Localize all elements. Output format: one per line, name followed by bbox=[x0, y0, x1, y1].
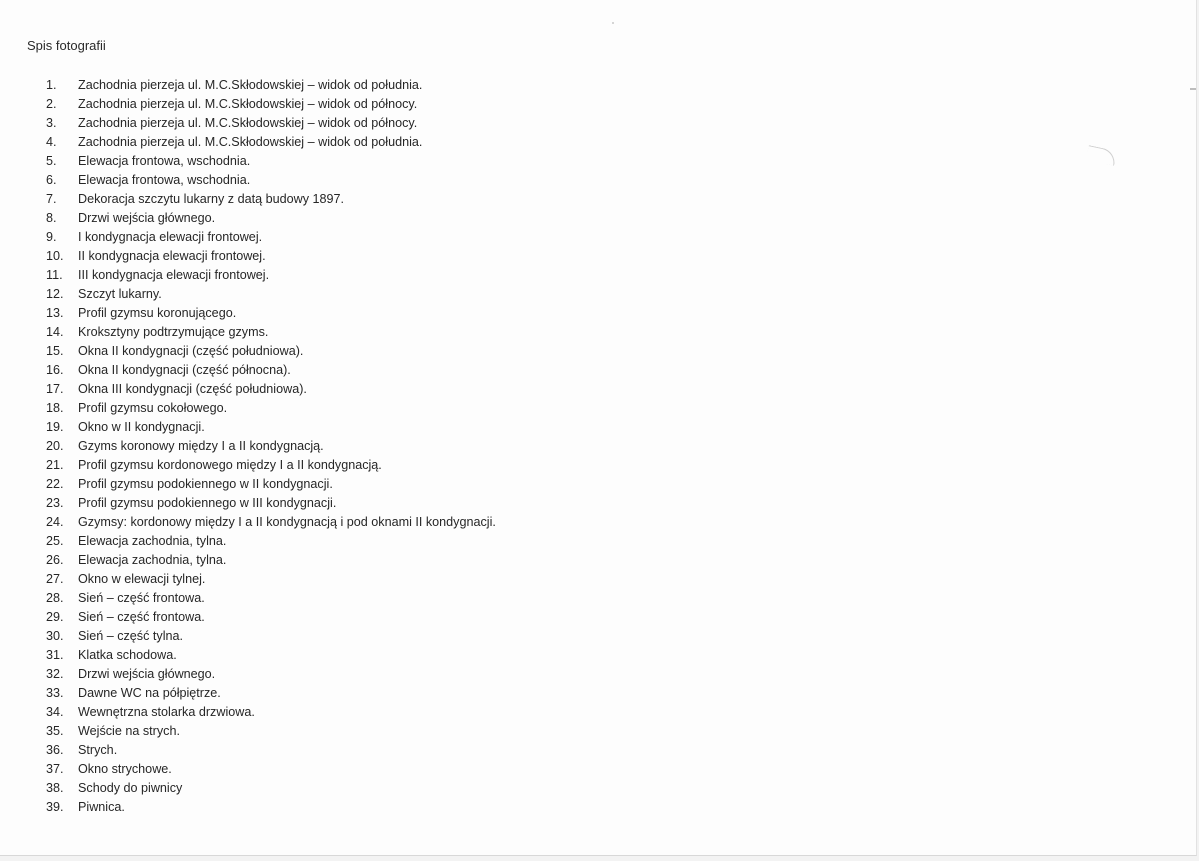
list-item bbox=[46, 114, 496, 133]
list-item bbox=[46, 152, 496, 171]
list-item bbox=[46, 741, 496, 760]
list-item-text: Wejście na strych. bbox=[78, 724, 180, 738]
list-item-text: Gzyms koronowy między I a II kondygnacją. bbox=[78, 439, 324, 453]
list-item-text: Dawne WC na półpiętrze. bbox=[78, 686, 221, 700]
list-item bbox=[46, 95, 496, 114]
list-item-text: II kondygnacja elewacji frontowej. bbox=[78, 249, 266, 263]
list-item-text: Drzwi wejścia głównego. bbox=[78, 211, 216, 225]
list-item-text: Zachodnia pierzeja ul. M.C.Skłodowskiej – widok od północy. bbox=[78, 97, 418, 111]
list-item-text: Okna II kondygnacji (część północna). bbox=[78, 363, 291, 377]
list-item bbox=[46, 760, 496, 779]
list-item bbox=[46, 608, 496, 627]
list-item-number: 22. bbox=[46, 477, 64, 491]
list-item-text: Okno w II kondygnacji. bbox=[78, 420, 205, 434]
photo-list bbox=[46, 76, 496, 817]
list-item bbox=[46, 247, 496, 266]
list-item-number: 12. bbox=[46, 287, 64, 301]
list-item-number: 29. bbox=[46, 610, 64, 624]
list-item-text: I kondygnacja elewacji frontowej. bbox=[78, 230, 263, 244]
list-item-number: 31. bbox=[46, 648, 64, 662]
list-item-text: Gzymsy: kordonowy między I a II kondygnacją i pod oknami II kondygnacji. bbox=[78, 515, 496, 529]
list-item-text: Strych. bbox=[78, 743, 118, 757]
list-item-number: 2. bbox=[46, 97, 57, 111]
list-item-number: 5. bbox=[46, 154, 57, 168]
list-item-number: 11. bbox=[46, 268, 63, 282]
list-item-number: 33. bbox=[46, 686, 64, 700]
list-item-text: Wewnętrzna stolarka drzwiowa. bbox=[78, 705, 255, 719]
document-title: Spis fotografii bbox=[27, 38, 106, 53]
list-item-number: 15. bbox=[46, 344, 64, 358]
list-item bbox=[46, 798, 496, 817]
list-item-text: Piwnica. bbox=[78, 800, 125, 814]
list-item-text: Profil gzymsu podokiennego w III kondygnacji. bbox=[78, 496, 337, 510]
list-item bbox=[46, 665, 496, 684]
list-item-text: Elewacja frontowa, wschodnia. bbox=[78, 173, 251, 187]
list-item bbox=[46, 304, 496, 323]
list-item-number: 10. bbox=[46, 249, 64, 263]
list-item-number: 25. bbox=[46, 534, 64, 548]
list-item bbox=[46, 513, 496, 532]
list-item-number: 18. bbox=[46, 401, 64, 415]
list-item bbox=[46, 589, 496, 608]
list-item-number: 8. bbox=[46, 211, 57, 225]
list-item-number: 6. bbox=[46, 173, 57, 187]
list-item-text: Okno w elewacji tylnej. bbox=[78, 572, 206, 586]
list-item-number: 27. bbox=[46, 572, 64, 586]
list-item bbox=[46, 342, 496, 361]
scan-speck bbox=[612, 22, 614, 24]
list-item bbox=[46, 646, 496, 665]
list-item-text: Profil gzymsu koronującego. bbox=[78, 306, 237, 320]
list-item-text: Drzwi wejścia głównego. bbox=[78, 667, 216, 681]
list-item bbox=[46, 532, 496, 551]
list-item bbox=[46, 779, 496, 798]
list-item bbox=[46, 209, 496, 228]
list-item-number: 35. bbox=[46, 724, 64, 738]
list-item-number: 7. bbox=[46, 192, 57, 206]
list-item bbox=[46, 551, 496, 570]
list-item bbox=[46, 437, 496, 456]
list-item-text: Elewacja frontowa, wschodnia. bbox=[78, 154, 251, 168]
list-item-number: 26. bbox=[46, 553, 64, 567]
list-item-text: III kondygnacja elewacji frontowej. bbox=[78, 268, 270, 282]
list-item bbox=[46, 722, 496, 741]
list-item bbox=[46, 190, 496, 209]
list-item bbox=[46, 323, 496, 342]
list-item-number: 16. bbox=[46, 363, 64, 377]
list-item-text: Zachodnia pierzeja ul. M.C.Skłodowskiej – widok od południa. bbox=[78, 135, 423, 149]
list-item bbox=[46, 494, 496, 513]
list-item bbox=[46, 684, 496, 703]
list-item-number: 20. bbox=[46, 439, 64, 453]
scan-edge-tick bbox=[1190, 88, 1196, 90]
list-item-number: 30. bbox=[46, 629, 64, 643]
list-item-number: 38. bbox=[46, 781, 64, 795]
list-item-number: 39. bbox=[46, 800, 64, 814]
list-item-number: 13. bbox=[46, 306, 64, 320]
list-item bbox=[46, 133, 496, 152]
list-item-number: 32. bbox=[46, 667, 64, 681]
list-item-number: 17. bbox=[46, 382, 64, 396]
list-item-text: Klatka schodowa. bbox=[78, 648, 177, 662]
list-item bbox=[46, 475, 496, 494]
list-item bbox=[46, 703, 496, 722]
list-item-number: 4. bbox=[46, 135, 57, 149]
list-item-text: Profil gzymsu podokiennego w II kondygnacji. bbox=[78, 477, 333, 491]
list-item bbox=[46, 361, 496, 380]
list-item bbox=[46, 285, 496, 304]
list-item-text: Dekoracja szczytu lukarny z datą budowy 1897. bbox=[78, 192, 345, 206]
list-item-text: Profil gzymsu kordonowego między I a II kondygnacją. bbox=[78, 458, 382, 472]
list-item bbox=[46, 418, 496, 437]
list-item-number: 14. bbox=[46, 325, 64, 339]
list-item-text: Elewacja zachodnia, tylna. bbox=[78, 553, 227, 567]
list-item-number: 23. bbox=[46, 496, 64, 510]
list-item-number: 1. bbox=[46, 78, 57, 92]
scan-mark bbox=[1086, 145, 1117, 166]
list-item-number: 19. bbox=[46, 420, 64, 434]
list-item bbox=[46, 228, 496, 247]
list-item-number: 24. bbox=[46, 515, 64, 529]
list-item-number: 3. bbox=[46, 116, 57, 130]
list-item-number: 34. bbox=[46, 705, 64, 719]
list-item-number: 28. bbox=[46, 591, 64, 605]
list-item-text: Elewacja zachodnia, tylna. bbox=[78, 534, 227, 548]
list-item-number: 36. bbox=[46, 743, 64, 757]
list-item-text: Okno strychowe. bbox=[78, 762, 172, 776]
list-item-text: Szczyt lukarny. bbox=[78, 287, 162, 301]
list-item bbox=[46, 627, 496, 646]
list-item-text: Okna II kondygnacji (część południowa). bbox=[78, 344, 304, 358]
list-item-text: Kroksztyny podtrzymujące gzyms. bbox=[78, 325, 269, 339]
list-item-text: Zachodnia pierzeja ul. M.C.Skłodowskiej – widok od północy. bbox=[78, 116, 418, 130]
list-item-text: Sień – część frontowa. bbox=[78, 591, 205, 605]
list-item-number: 37. bbox=[46, 762, 64, 776]
list-item bbox=[46, 399, 496, 418]
list-item bbox=[46, 380, 496, 399]
list-item bbox=[46, 266, 496, 285]
list-item-text: Okna III kondygnacji (część południowa). bbox=[78, 382, 307, 396]
list-item-text: Sień – część tylna. bbox=[78, 629, 183, 643]
list-item-text: Schody do piwnicy bbox=[78, 781, 183, 795]
list-item bbox=[46, 456, 496, 475]
list-item bbox=[46, 76, 496, 95]
list-item-number: 9. bbox=[46, 230, 57, 244]
list-item-number: 21. bbox=[46, 458, 64, 472]
list-item bbox=[46, 171, 496, 190]
list-item-text: Sień – część frontowa. bbox=[78, 610, 205, 624]
list-item bbox=[46, 570, 496, 589]
list-item-text: Profil gzymsu cokołowego. bbox=[78, 401, 228, 415]
list-item-text: Zachodnia pierzeja ul. M.C.Skłodowskiej – widok od południa. bbox=[78, 78, 423, 92]
